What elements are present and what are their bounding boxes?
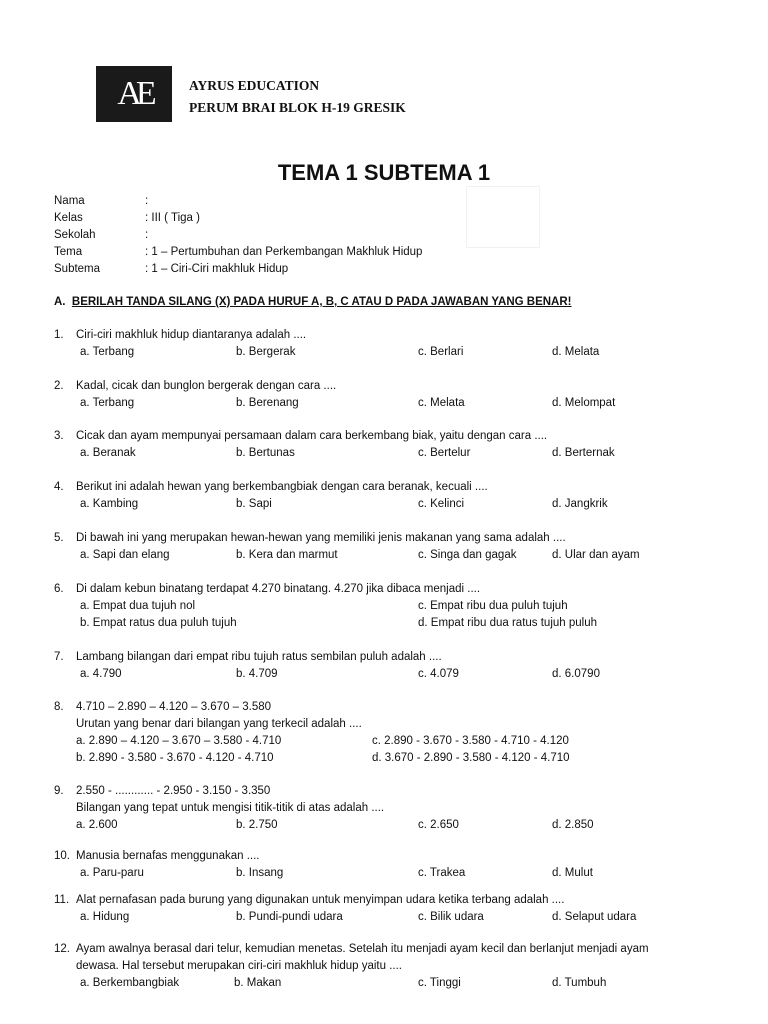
question-text: Di bawah ini yang merupakan hewan-hewan yang memiliki jenis makanan yang sama adalah ....: [76, 532, 566, 544]
question-text: Alat pernafasan pada burung yang digunakan untuk menyimpan udara ketika terbang adalah ....: [76, 894, 565, 906]
info-value: :: [145, 195, 149, 207]
photo-placeholder: [466, 186, 540, 248]
question-text: Kadal, cicak dan bunglon bergerak dengan cara ....: [76, 380, 337, 392]
question-number: 12.: [54, 943, 70, 955]
option-b[interactable]: b. Makan: [234, 977, 282, 989]
option-c[interactable]: c. 4.079: [418, 668, 459, 680]
question-3: [54, 428, 734, 462]
option-b[interactable]: b. 2.890 - 3.580 - 3.670 - 4.120 - 4.710: [76, 752, 274, 764]
info-label: Tema: [54, 246, 83, 258]
question-text: dewasa. Hal tersebut merupakan ciri-ciri makhluk hidup yaitu ....: [76, 960, 402, 972]
option-c[interactable]: c. Empat ribu dua puluh tujuh: [418, 600, 568, 612]
option-d[interactable]: d. Melata: [552, 346, 600, 358]
question-text: Manusia bernafas menggunakan ....: [76, 850, 260, 862]
question-number: 2.: [54, 380, 64, 392]
option-d[interactable]: d. Empat ribu dua ratus tujuh puluh: [418, 617, 598, 629]
option-c[interactable]: c. Singa dan gagak: [418, 549, 517, 561]
question-text: Ayam awalnya berasal dari telur, kemudian menetas. Setelah itu menjadi ayam kecil dan berlanjut menjadi ayam: [76, 943, 649, 955]
option-a[interactable]: a. Terbang: [80, 397, 135, 409]
question-9: [54, 783, 734, 834]
option-b[interactable]: b. Sapi: [236, 498, 272, 510]
option-a[interactable]: a. Kambing: [80, 498, 139, 510]
option-a[interactable]: a. Terbang: [80, 346, 135, 358]
question-text: Cicak dan ayam mempunyai persamaan dalam cara berkembang biak, yaitu dengan cara ....: [76, 430, 548, 442]
page-title: TEMA 1 SUBTEMA 1: [277, 160, 491, 185]
option-b[interactable]: b. Pundi-pundi udara: [236, 911, 343, 923]
option-c[interactable]: c. Kelinci: [418, 498, 465, 510]
option-a[interactable]: a. 2.600: [76, 819, 118, 831]
question-text: 2.550 - ............ - 2.950 - 3.150 - 3.350: [76, 785, 271, 797]
option-b[interactable]: b. Bergerak: [236, 346, 296, 358]
logo: [96, 66, 172, 122]
question-number: 4.: [54, 481, 64, 493]
option-a[interactable]: a. Paru-paru: [80, 867, 144, 879]
option-c[interactable]: c. Bilik udara: [418, 911, 484, 923]
option-c[interactable]: c. Melata: [418, 397, 465, 409]
question-text: Bilangan yang tepat untuk mengisi titik-titik di atas adalah ....: [76, 802, 385, 814]
question-number: 6.: [54, 583, 64, 595]
option-d[interactable]: d. 3.670 - 2.890 - 3.580 - 4.120 - 4.710: [372, 752, 570, 764]
info-label: Subtema: [54, 263, 101, 275]
section-letter: A.: [54, 296, 66, 308]
option-c[interactable]: c. Bertelur: [418, 447, 471, 459]
question-number: 10.: [54, 850, 70, 862]
option-a[interactable]: a. Empat dua tujuh nol: [80, 600, 196, 612]
option-d[interactable]: d. 6.0790: [552, 668, 600, 680]
question-number: 8.: [54, 701, 64, 713]
question-1: [54, 327, 734, 361]
info-label: Sekolah: [54, 229, 96, 241]
section-heading: [54, 296, 572, 308]
option-d[interactable]: d. Berternak: [552, 447, 615, 459]
option-a[interactable]: a. Beranak: [80, 447, 136, 459]
option-b[interactable]: b. 4.709: [236, 668, 278, 680]
option-b[interactable]: b. Berenang: [236, 397, 299, 409]
option-d[interactable]: d. Tumbuh: [552, 977, 607, 989]
option-a[interactable]: a. Sapi dan elang: [80, 549, 170, 561]
logo-text: AE: [117, 75, 151, 112]
option-d[interactable]: d. Melompat: [552, 397, 616, 409]
question-5: [54, 530, 734, 564]
option-b[interactable]: b. Kera dan marmut: [236, 549, 338, 561]
question-text: 4.710 – 2.890 – 4.120 – 3.670 – 3.580: [76, 701, 272, 713]
question-number: 9.: [54, 785, 64, 797]
option-c[interactable]: c. Trakea: [418, 867, 466, 879]
info-label: Nama: [54, 195, 85, 207]
option-d[interactable]: d. Mulut: [552, 867, 593, 879]
question-12: [54, 941, 734, 992]
option-b[interactable]: b. Bertunas: [236, 447, 295, 459]
option-a[interactable]: a. Hidung: [80, 911, 130, 923]
info-value: : 1 – Ciri-Ciri makhluk Hidup: [145, 263, 289, 275]
org-name: AYRUS EDUCATION: [189, 78, 320, 93]
question-number: 3.: [54, 430, 64, 442]
question-number: 1.: [54, 329, 64, 341]
question-text: Lambang bilangan dari empat ribu tujuh ratus sembilan puluh adalah ....: [76, 651, 442, 663]
option-a[interactable]: a. 4.790: [80, 668, 122, 680]
option-a[interactable]: a. Berkembangbiak: [80, 977, 180, 989]
question-4: [54, 479, 734, 513]
option-d[interactable]: d. Selaput udara: [552, 911, 637, 923]
option-c[interactable]: c. 2.650: [418, 819, 459, 831]
info-label: Kelas: [54, 212, 83, 224]
question-text: Di dalam kebun binatang terdapat 4.270 binatang. 4.270 jika dibaca menjadi ....: [76, 583, 481, 595]
question-8: [54, 699, 734, 767]
option-b[interactable]: b. Empat ratus dua puluh tujuh: [80, 617, 237, 629]
option-c[interactable]: c. 2.890 - 3.670 - 3.580 - 4.710 - 4.120: [372, 735, 569, 747]
org-address: PERUM BRAI BLOK H-19 GRESIK: [189, 100, 406, 115]
option-c[interactable]: c. Tinggi: [418, 977, 461, 989]
option-a[interactable]: a. 2.890 – 4.120 – 3.670 – 3.580 - 4.710: [76, 735, 282, 747]
question-number: 7.: [54, 651, 64, 663]
question-7: [54, 649, 734, 683]
org-block: [189, 75, 406, 119]
question-text: Ciri-ciri makhluk hidup diantaranya adalah ....: [76, 329, 307, 341]
question-text: Berikut ini adalah hewan yang berkembangbiak dengan cara beranak, kecuali ....: [76, 481, 488, 493]
question-2: [54, 378, 734, 412]
option-d[interactable]: d. Jangkrik: [552, 498, 608, 510]
option-b[interactable]: b. Insang: [236, 867, 284, 879]
option-b[interactable]: b. 2.750: [236, 819, 278, 831]
option-c[interactable]: c. Berlari: [418, 346, 464, 358]
option-d[interactable]: d. Ular dan ayam: [552, 549, 640, 561]
question-number: 11.: [54, 894, 70, 906]
option-d[interactable]: d. 2.850: [552, 819, 594, 831]
question-10: [54, 848, 734, 882]
question-text: Urutan yang benar dari bilangan yang terkecil adalah ....: [76, 718, 362, 730]
info-value: :: [145, 229, 149, 241]
question-number: 5.: [54, 532, 64, 544]
section-instruction: BERILAH TANDA SILANG (X) PADA HURUF A, B, C ATAU D PADA JAWABAN YANG BENAR!: [71, 296, 572, 308]
info-value: : III ( Tiga ): [145, 212, 200, 224]
question-6: [54, 581, 734, 632]
question-11: [54, 892, 734, 926]
info-value: : 1 – Pertumbuhan dan Perkembangan Makhluk Hidup: [145, 246, 423, 258]
